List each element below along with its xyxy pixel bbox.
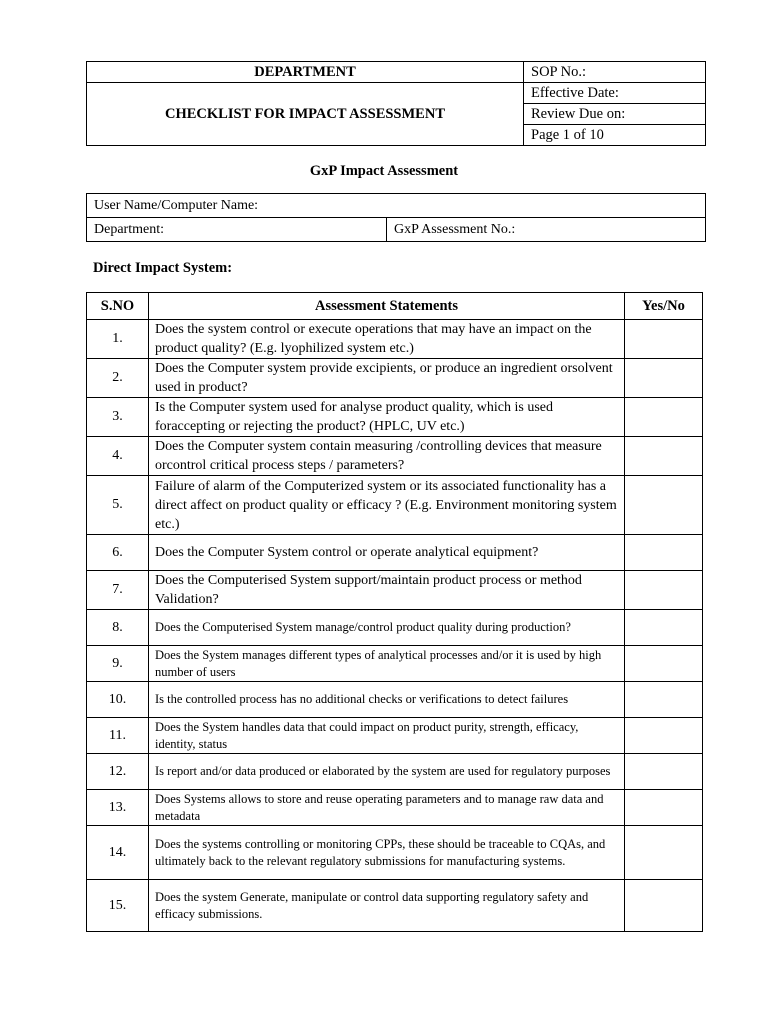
- table-row: [87, 790, 703, 826]
- yes-no-cell[interactable]: [625, 437, 703, 476]
- assessment-statement: Does Systems allows to store and reuse operating parameters and to manage raw data and metadata: [149, 790, 625, 826]
- yes-no-cell[interactable]: [625, 880, 703, 932]
- row-number: 4.: [87, 437, 149, 476]
- table-row: [87, 571, 703, 610]
- row-number: 13.: [87, 790, 149, 826]
- table-row: [87, 754, 703, 790]
- section-title: GxP Impact Assessment: [309, 163, 459, 179]
- row-number: 12.: [87, 754, 149, 790]
- row-number: 3.: [87, 398, 149, 437]
- yes-no-cell[interactable]: [625, 476, 703, 535]
- table-row: [87, 718, 703, 754]
- yes-no-cell[interactable]: [625, 646, 703, 682]
- table-row: [87, 398, 703, 437]
- row-number: 7.: [87, 571, 149, 610]
- table-row: [87, 826, 703, 880]
- row-number: 11.: [87, 718, 149, 754]
- yes-no-cell[interactable]: [625, 610, 703, 646]
- assessment-statement: Does the systems controlling or monitoring CPPs, these should be traceable to CQAs, and ultimately back to the relevant regulatory submissions for manufacturing systems.: [149, 826, 625, 880]
- direct-impact-heading: Direct Impact System:: [93, 260, 233, 276]
- row-number: 5.: [87, 476, 149, 535]
- assessment-statement: Does the system Generate, manipulate or control data supporting regulatory safety and efficacy submissions.: [149, 880, 625, 932]
- row-number: 9.: [87, 646, 149, 682]
- assessment-statement: Does the System handles data that could impact on product purity, strength, efficacy, identity, status: [149, 718, 625, 754]
- row-number: 14.: [87, 826, 149, 880]
- table-row: [87, 535, 703, 571]
- table-row: [87, 682, 703, 718]
- assessment-statement: Does the Computer system contain measuring /controlling devices that measure orcontrol critical process steps / parameters?: [149, 437, 625, 476]
- yes-no-cell[interactable]: [625, 359, 703, 398]
- page-number: Page 1 of 10: [524, 125, 706, 146]
- assessment-statement: Does the System manages different types of analytical processes and/or it is used by high number of users: [149, 646, 625, 682]
- assessment-statement: Does the Computer System control or operate analytical equipment?: [149, 535, 625, 571]
- sno-column-header: S.NO: [87, 293, 149, 320]
- table-row: [87, 610, 703, 646]
- department-field[interactable]: Department:: [87, 218, 387, 242]
- assessment-statement: Does the Computerised System support/maintain product process or method Validation?: [149, 571, 625, 610]
- assessment-statement: Does the Computerised System manage/control product quality during production?: [149, 610, 625, 646]
- sop-number: SOP No.:: [524, 62, 706, 83]
- table-row: [87, 476, 703, 535]
- user-name-field[interactable]: User Name/Computer Name:: [87, 194, 706, 218]
- row-number: 10.: [87, 682, 149, 718]
- gxp-assessment-no-field[interactable]: GxP Assessment No.:: [387, 218, 706, 242]
- row-number: 6.: [87, 535, 149, 571]
- yes-no-column-header: Yes/No: [625, 293, 703, 320]
- document-header-table: [86, 61, 706, 146]
- row-number: 8.: [87, 610, 149, 646]
- assessment-statement: Does the Computer system provide excipients, or produce an ingredient orsolvent used in product?: [149, 359, 625, 398]
- document-title: CHECKLIST FOR IMPACT ASSESSMENT: [87, 83, 524, 146]
- yes-no-cell[interactable]: [625, 718, 703, 754]
- table-row: [87, 437, 703, 476]
- yes-no-cell[interactable]: [625, 571, 703, 610]
- statements-column-header: Assessment Statements: [149, 293, 625, 320]
- user-info-table: [86, 193, 706, 242]
- effective-date: Effective Date:: [524, 83, 706, 104]
- review-due-date: Review Due on:: [524, 104, 706, 125]
- table-row: [87, 320, 703, 359]
- assessment-statement: Is the Computer system used for analyse product quality, which is used foraccepting or rejecting the product? (HPLC, UV etc.): [149, 398, 625, 437]
- table-row: [87, 359, 703, 398]
- yes-no-cell[interactable]: [625, 790, 703, 826]
- assessment-statement: Does the system control or execute operations that may have an impact on the product quality? (E.g. lyophilized system etc.): [149, 320, 625, 359]
- row-number: 2.: [87, 359, 149, 398]
- yes-no-cell[interactable]: [625, 535, 703, 571]
- yes-no-cell[interactable]: [625, 398, 703, 437]
- yes-no-cell[interactable]: [625, 754, 703, 790]
- assessment-statement: Failure of alarm of the Computerized system or its associated functionality has a direct affect on product quality or efficacy ? (E.g. Environment monitoring system etc.): [149, 476, 625, 535]
- row-number: 1.: [87, 320, 149, 359]
- yes-no-cell[interactable]: [625, 826, 703, 880]
- assessment-checklist-table: [86, 292, 703, 932]
- table-row: [87, 880, 703, 932]
- row-number: 15.: [87, 880, 149, 932]
- assessment-statement: Is report and/or data produced or elaborated by the system are used for regulatory purposes: [149, 754, 625, 790]
- yes-no-cell[interactable]: [625, 682, 703, 718]
- department-heading: DEPARTMENT: [87, 62, 524, 83]
- yes-no-cell[interactable]: [625, 320, 703, 359]
- assessment-statement: Is the controlled process has no additional checks or verifications to detect failures: [149, 682, 625, 718]
- table-row: [87, 646, 703, 682]
